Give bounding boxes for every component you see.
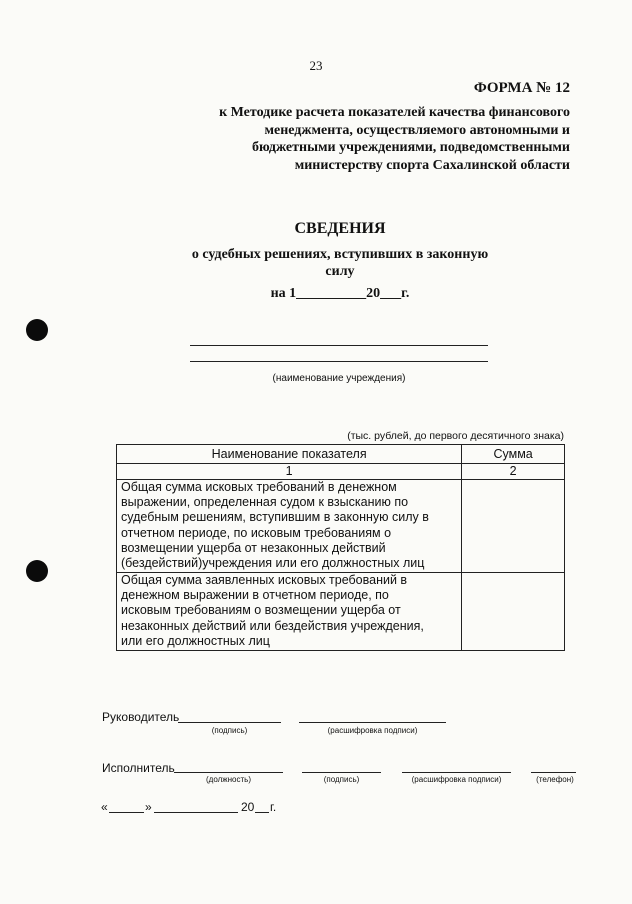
executor-decoding-caption: (расшифровка подписи): [411, 775, 502, 784]
executor-position-caption: (должность): [206, 775, 251, 784]
description-line: незаконных действий или бездействия учреждения,: [121, 618, 424, 633]
institution-name-line-2: [190, 361, 488, 362]
date-day-line[interactable]: [109, 812, 144, 813]
description-line: Общая сумма заявленных исковых требований в: [121, 573, 408, 587]
document-title: СВЕДЕНИЯ: [294, 220, 386, 237]
executor-signature-line[interactable]: [302, 772, 381, 773]
date-year-suffix: г.: [270, 800, 277, 814]
column-number: 1: [117, 464, 462, 480]
methodology-line: менеджмента, осуществляемого автономными и: [264, 122, 570, 138]
date-open-quote: «: [101, 800, 108, 814]
institution-name-line-1: [190, 345, 488, 346]
table-header-row: [117, 445, 565, 464]
head-decoding-line[interactable]: [299, 722, 446, 723]
executor-label: Исполнитель: [102, 761, 175, 775]
description-line: выражении, определенная судом к взысканию по: [121, 495, 409, 510]
methodology-line: к Методике расчета показателей качества финансового: [219, 105, 570, 120]
description-line: денежном выражении в отчетном периоде, по: [121, 588, 389, 603]
description-line: или его должностных лиц: [121, 633, 270, 648]
methodology-line: министерству спорта Сахалинской области: [294, 157, 570, 173]
header-indicator-name: Наименование показателя: [117, 445, 462, 464]
column-number-row: [117, 464, 565, 480]
binder-hole-top: [26, 319, 48, 341]
institution-caption: (наименование учреждения): [272, 373, 406, 384]
amount-cell[interactable]: [462, 480, 565, 573]
date-year-line[interactable]: [255, 812, 269, 813]
description-line: возмещении ущерба от незаконных действий: [121, 540, 386, 555]
indicator-description: [117, 573, 462, 651]
description-line: судебным решениям, вступившим в законную силу в: [121, 510, 429, 525]
head-decoding-caption: (расшифровка подписи): [327, 726, 418, 735]
subtitle-line: силу: [325, 264, 355, 279]
binder-hole-bottom: [26, 560, 48, 582]
form-label: ФОРМА № 12: [473, 80, 570, 96]
units-note: (тыс. рублей, до первого десятичного знака): [347, 430, 564, 442]
head-label: Руководитель: [102, 710, 180, 724]
date-close-quote: »: [145, 800, 152, 814]
description-line: отчетном периоде, по исковым требованиям о: [121, 525, 392, 540]
methodology-reference: [219, 104, 570, 174]
methodology-line: бюджетными учреждениями, подведомственными: [251, 140, 570, 155]
description-line: исковым требованиям о возмещении ущерба от: [121, 603, 401, 618]
head-signature-line[interactable]: [178, 722, 281, 723]
description-line: (бездействий)учреждения или его должностных лиц: [121, 556, 425, 571]
description-line: Общая сумма исковых требований в денежном: [121, 480, 397, 494]
column-number: 2: [462, 464, 565, 480]
executor-signature-caption: (подпись): [323, 775, 360, 784]
indicators-table: [116, 444, 565, 651]
table-row: [117, 480, 565, 573]
subtitle-line: о судебных решениях, вступивших в законную: [191, 247, 489, 262]
report-date-line: на 1__________20___г.: [270, 286, 410, 301]
executor-phone-line[interactable]: [531, 772, 576, 773]
indicator-description: [117, 480, 462, 573]
amount-cell[interactable]: [462, 573, 565, 651]
executor-position-line[interactable]: [174, 772, 283, 773]
executor-decoding-line[interactable]: [402, 772, 511, 773]
date-year-prefix: 20: [241, 800, 255, 814]
document-subtitle: [0, 246, 632, 280]
date-month-line[interactable]: [154, 812, 238, 813]
head-signature-caption: (подпись): [211, 726, 248, 735]
page-number: 23: [309, 58, 323, 73]
executor-phone-caption: (телефон): [536, 775, 574, 784]
table-row: [117, 573, 565, 651]
header-amount: Сумма: [462, 445, 565, 464]
